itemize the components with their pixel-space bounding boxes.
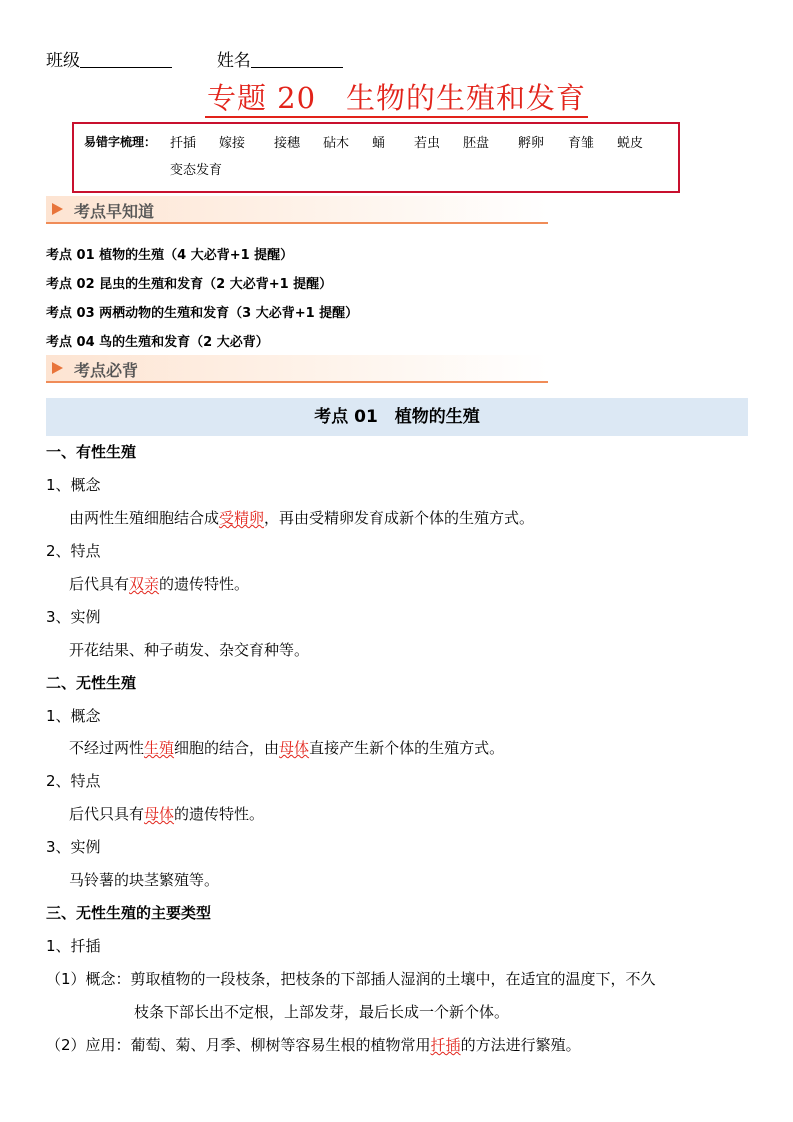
paragraph: 马铃薯的块茎繁殖等。 (69, 871, 220, 889)
paragraph: 不经过两性生殖细胞的结合，由母体直接产生新个体的生殖方式。 (69, 739, 505, 757)
name-row (46, 46, 343, 71)
topic-heading: 考点 01 植物的生殖 (46, 398, 748, 436)
section-title: 三、无性生殖的主要类型 (46, 904, 212, 922)
error-word: 砧木 (323, 136, 350, 151)
section-title: 二、无性生殖 (46, 674, 137, 692)
error-words-box (72, 122, 680, 193)
error-word: 变态发育 (170, 163, 223, 178)
page-title-text: 专题 20 生物的生殖和发育 (205, 81, 588, 118)
error-word: 蛹 (372, 136, 386, 151)
subsection-title: 2、特点 (46, 542, 101, 560)
name-label: 姓名 (216, 51, 251, 71)
section-banner-must (46, 355, 548, 385)
key-term: 母体 (279, 739, 310, 757)
page-title (0, 76, 793, 117)
overview-item: 考点 04 鸟的生殖和发育（2 大必背） (46, 335, 269, 350)
error-word: 胚盘 (463, 136, 490, 151)
error-word: 蜕皮 (617, 136, 644, 151)
banner-title: 考点早知道 (74, 202, 155, 221)
key-term: 生殖 (144, 739, 175, 757)
paragraph: （1）概念：剪取植物的一段枝条，把枝条的下部插人湿润的土壤中，在适宜的温度下，不久 (46, 970, 656, 988)
error-word: 育雏 (568, 136, 595, 151)
error-word: 接穗 (274, 136, 301, 151)
banner-title: 考点必背 (74, 361, 139, 380)
key-term: 双亲 (129, 575, 160, 593)
class-label: 班级 (46, 51, 80, 71)
error-word: 孵卵 (518, 136, 545, 151)
key-term: 母体 (144, 805, 175, 823)
paragraph: 后代只具有母体的遗传特性。 (69, 805, 265, 823)
subsection-title: 3、实例 (46, 608, 101, 626)
overview-item: 考点 02 昆虫的生殖和发育（2 大必背+1 提醒） (46, 277, 333, 292)
arrow-icon (52, 362, 63, 374)
class-blank (80, 49, 172, 68)
subsection-title: 3、实例 (46, 838, 101, 856)
paragraph: 开花结果、种子萌发、杂交育种等。 (69, 641, 310, 659)
error-word: 扦插 (170, 136, 197, 151)
section-banner-overview (46, 196, 548, 226)
overview-item: 考点 03 两栖动物的生殖和发育（3 大必背+1 提醒） (46, 306, 359, 321)
paragraph: 由两性生殖细胞结合成受精卵，再由受精卵发育成新个体的生殖方式。 (69, 509, 535, 527)
key-term: 受精卵 (219, 509, 265, 527)
error-word: 若虫 (414, 136, 441, 151)
arrow-icon (52, 203, 63, 215)
subsection-title: 1、概念 (46, 707, 101, 725)
subsection-title: 2、特点 (46, 772, 101, 790)
paragraph: 后代具有双亲的遗传特性。 (69, 575, 250, 593)
section-title: 一、有性生殖 (46, 443, 137, 461)
paragraph: （2）应用：葡萄、菊、月季、柳树等容易生根的植物常用扦插的方法进行繁殖。 (46, 1036, 581, 1054)
paragraph: 枝条下部长出不定根，上部发芽，最后长成一个新个体。 (134, 1003, 510, 1021)
overview-item: 考点 01 植物的生殖（4 大必背+1 提醒） (46, 248, 294, 263)
key-term: 扦插 (430, 1036, 461, 1054)
subsection-title: 1、扦插 (46, 937, 101, 955)
error-words-label: 易错字梳理： (84, 135, 157, 149)
subsection-title: 1、概念 (46, 476, 101, 494)
name-blank (251, 49, 343, 68)
error-word: 嫁接 (219, 136, 246, 151)
